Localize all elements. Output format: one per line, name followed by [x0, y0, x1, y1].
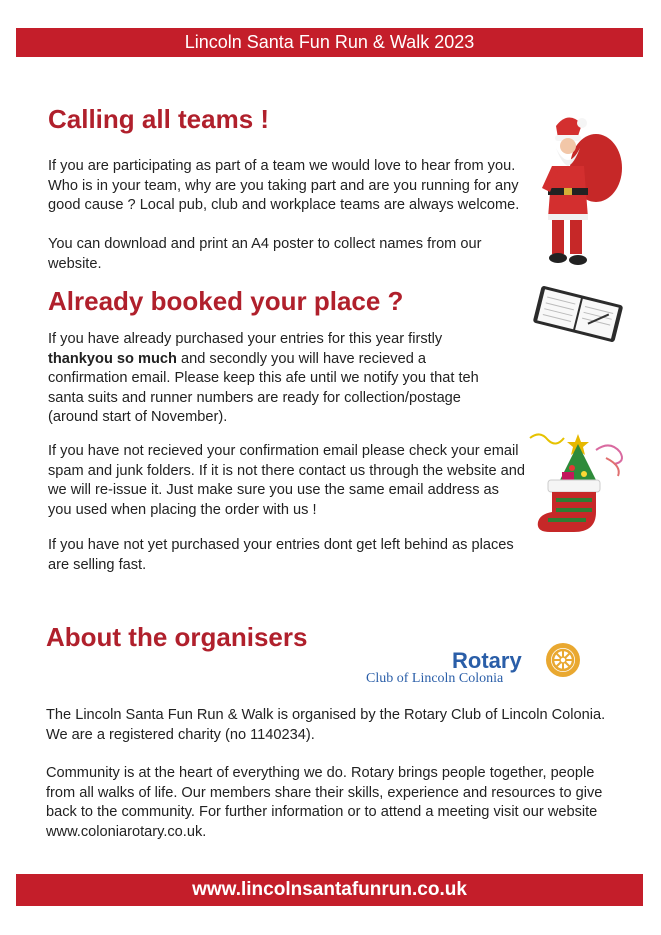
booked-paragraph-1-start: If you have already purchased your entries for this year firstly [48, 331, 443, 347]
rotary-wheel-icon [538, 640, 588, 680]
header-banner [16, 28, 643, 57]
booked-heading: Already booked your place ? [48, 286, 404, 316]
booked-paragraph-1-end: and secondly you will have recieved a confirmation email. Please keep this afe until we notify you that teh santa suits and runner numbers are ready for collection/postage (around start of November). [48, 350, 479, 425]
teams-heading: Calling all teams ! [48, 104, 270, 134]
teams-poster-paragraph: You can download and print an A4 poster to collect names from our website. [48, 236, 482, 272]
christmas-stocking-icon [526, 428, 632, 540]
header-title: Lincoln Santa Fun Run & Walk 2023 [184, 32, 475, 52]
organisers-paragraph-2: Community is at the heart of everything we do. Rotary brings people together, people from all walks of life. Our members share their skills, experience and resources to give back to the community. For further information or to attend a meeting visit our website www.coloniarotary.co.uk. [46, 765, 603, 840]
booked-emphasis: thankyou so much [48, 350, 177, 367]
rotary-logo-subtitle: Club of Lincoln Colonia [366, 671, 504, 686]
footer-website-link[interactable]: www.lincolnsantafunrun.co.uk [192, 879, 467, 900]
organisers-heading: About the organisers [46, 622, 308, 652]
organisers-paragraph-1: The Lincoln Santa Fun Run & Walk is organised by the Rotary Club of Lincoln Colonia. We are a registered charity (no 1140234). [46, 707, 606, 743]
santa-icon [528, 108, 628, 273]
booked-paragraph-3: If you have not yet purchased your entries dont get left behind as places are selling fast. [48, 537, 514, 573]
footer-banner [16, 874, 643, 906]
booked-paragraph-2: If you have not recieved your confirmation email please check your email spam and junk folders. If it is not there contact us through the website and we will re-issue it. Just make sure you use the same email address as you used when placing the order with us ! [48, 443, 526, 518]
teams-paragraph: If you are participating as part of a team we would love to hear from you. Who is in your team, why are you taking part and are you running for any good cause ? Local pub, club and workplace teams are always welcome. [48, 158, 520, 213]
booked-paragraph-1 [48, 330, 508, 428]
diary-icon [530, 285, 626, 343]
rotary-logo-name: Rotary [452, 648, 522, 673]
